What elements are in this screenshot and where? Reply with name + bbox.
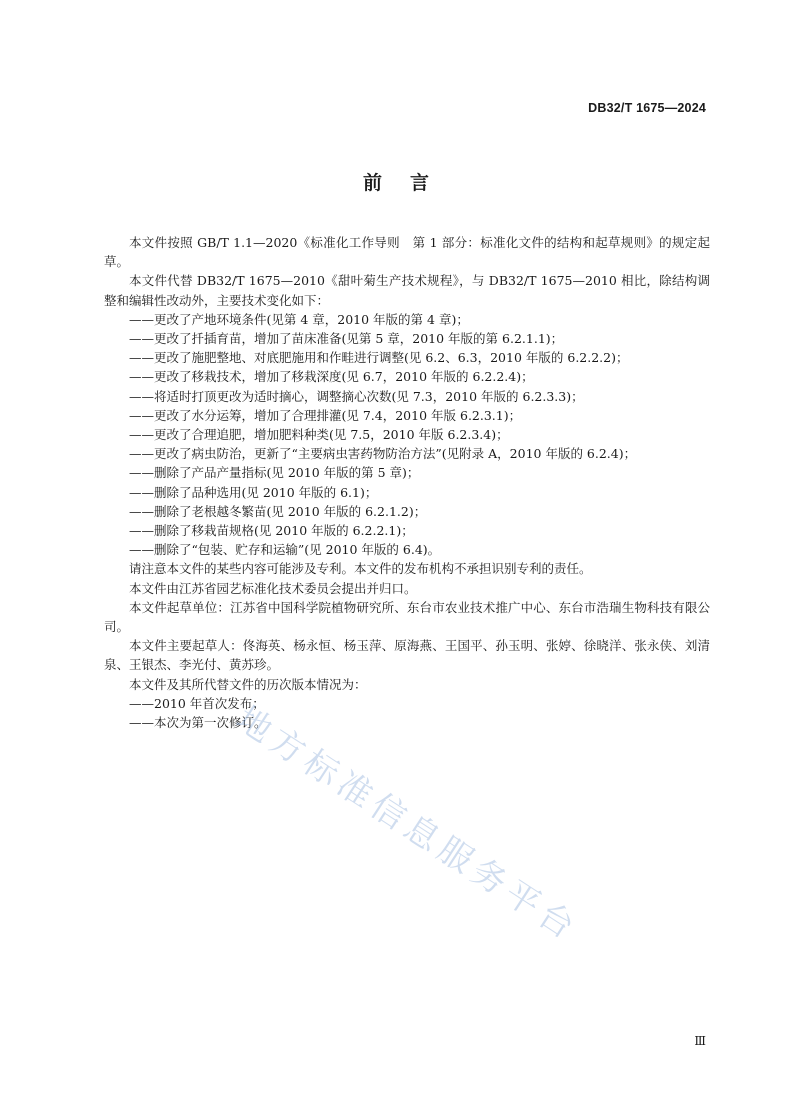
paragraph: 本文件由江苏省园艺标准化技术委员会提出并归口。 (129, 580, 417, 596)
paragraph: 本文件起草单位：江苏省中国科学院植物研究所、东台市农业技术推广中心、东台市浩瑞生物科技有限公司。 (104, 599, 710, 635)
change-item: ——更改了施肥整地、对底肥施用和作畦进行调整(见 6.2、6.3，2010 年版的 6.2.2.2)； (129, 350, 629, 366)
change-item: ——更改了移栽技术，增加了移栽深度(见 6.7，2010 年版的 6.2.2.4)； (129, 369, 534, 385)
paragraph: 本文件主要起草人：佟海英、杨永恒、杨玉萍、原海燕、王国平、孙玉明、张婷、徐晓洋、张永侠、刘清泉、王银杰、李光付、黄苏珍。 (104, 638, 710, 673)
change-item: ——删除了“包装、贮存和运输”(见 2010 年版的 6.4)。 (129, 542, 441, 558)
change-item: ——将适时打顶更改为适时摘心，调整摘心次数(见 7.3，2010 年版的 6.2.3.3)； (129, 388, 584, 404)
page-title: 前言 (362, 172, 457, 194)
watermark: 地方标准信息服务平台 (228, 698, 587, 951)
change-item: ——更改了产地环境条件(见第 4 章，2010 年版的第 4 章)； (129, 311, 469, 327)
paragraph: 本文件代替 DB32/T 1675—2010《甜叶菊生产技术规程》，与 DB32/T 1675—2010 相比，除结构调整和编辑性改动外，主要技术变化如下： (104, 273, 710, 308)
history-item: ——2010 年首次发布； (129, 695, 265, 711)
page-number: Ⅲ (694, 1034, 706, 1048)
change-item: ——更改了病虫防治，更新了“主要病虫害药物防治方法”(见附录 A，2010 年版的 6.2.4)； (129, 446, 637, 462)
change-item: ——更改了合理追肥，增加肥料种类(见 7.5，2010 年版 6.2.3.4)； (129, 427, 509, 443)
document-body (104, 233, 710, 732)
change-item: ——删除了品种选用(见 2010 年版的 6.1)； (129, 484, 378, 500)
document-code: DB32/T 1675—2024 (588, 101, 706, 115)
change-item: ——更改了扦插育苗，增加了苗床准备(见第 5 章，2010 年版的第 6.2.1.1)； (129, 331, 564, 347)
change-item: ——删除了产品产量指标(见 2010 年版的第 5 章)； (129, 465, 420, 481)
change-item: ——更改了水分运筹，增加了合理排灌(见 7.4，2010 年版 6.2.3.1)； (129, 407, 522, 423)
change-item: ——删除了老根越冬繁苗(见 2010 年版的 6.2.1.2)； (129, 503, 427, 519)
paragraph: 请注意本文件的某些内容可能涉及专利。本文件的发布机构不承担识别专利的责任。 (129, 561, 592, 577)
paragraph: 本文件及其所代替文件的历次版本情况为： (129, 676, 367, 692)
change-item: ——删除了移栽苗规格(见 2010 年版的 6.2.2.1)； (129, 523, 414, 539)
paragraph: 本文件按照 GB/T 1.1—2020《标准化工作导则 第 1 部分：标准化文件的结构和起草规则》的规定起草。 (104, 235, 710, 270)
history-item: ——本次为第一次修订。 (129, 715, 267, 731)
